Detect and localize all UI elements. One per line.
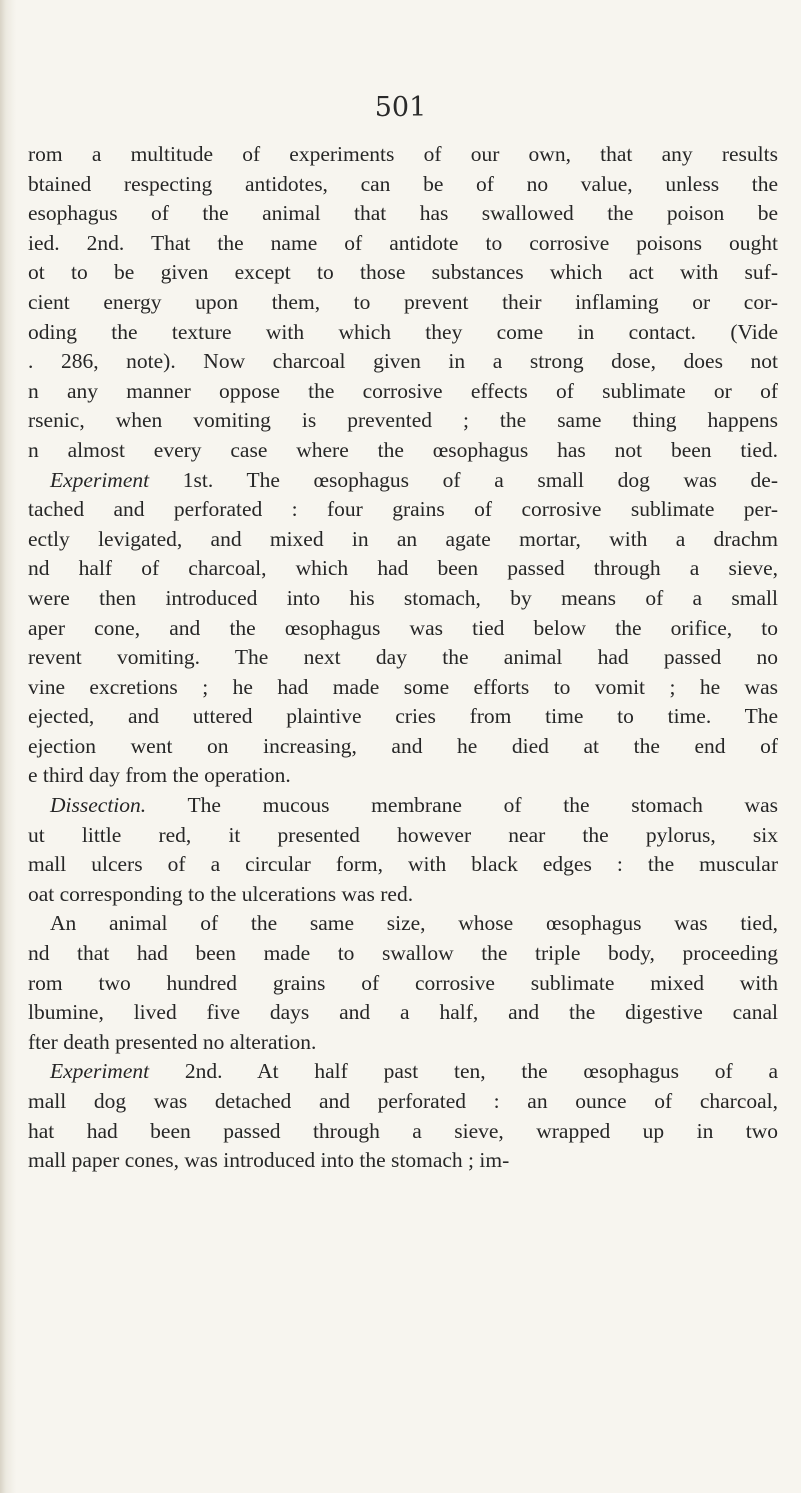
text-line: rsenic, when vomiting is prevented ; the same thing happens — [28, 408, 778, 433]
text-line: vine excretions ; he had made some efforts to vomit ; he was — [28, 674, 778, 699]
text-line: n any manner oppose the corrosive effects of sublimate or of — [28, 378, 778, 403]
text-line: ot to be given except to those substances which act with suf- — [28, 260, 778, 285]
body-text — [28, 140, 778, 1176]
text-line — [28, 1057, 778, 1087]
text-line: mall ulcers of a circular form, with black edges : the muscular — [28, 852, 778, 877]
text-line: lbumine, lived five days and a half, and the digestive canal — [28, 1000, 778, 1025]
text-line: ejected, and uttered plaintive cries from time to time. The — [28, 704, 778, 729]
text-line: oat corresponding to the ulcerations was red. — [28, 881, 414, 906]
text-line: fter death presented no alteration. — [28, 1029, 317, 1054]
line-rest: 1st. The œsophagus of a small dog was de- — [149, 467, 778, 492]
text-line: ectly levigated, and mixed in an agate mortar, with a drachm — [28, 526, 778, 551]
text-line: ejection went on increasing, and he died at the end of — [28, 733, 778, 758]
text-line: cient energy upon them, to prevent their inflaming or cor- — [28, 289, 778, 314]
italic-lead: Experiment — [50, 467, 150, 492]
text-line: aper cone, and the œsophagus was tied below the orifice, to — [28, 615, 778, 640]
italic-lead: Experiment — [50, 1059, 150, 1084]
text-line: ied. 2nd. That the name of antidote to corrosive poisons ought — [28, 230, 778, 255]
text-line: revent vomiting. The next day the animal had passed no — [28, 645, 778, 670]
text-line: mall paper cones, was introduced into the stomach ; im- — [28, 1148, 510, 1173]
text-line: n almost every case where the œsophagus has not been tied. — [28, 437, 778, 462]
text-line: e third day from the operation. — [28, 763, 291, 788]
text-line: tached and perforated : four grains of corrosive sublimate per- — [28, 497, 778, 522]
page-number: 501 — [374, 92, 427, 123]
text-line: An animal of the same size, whose œsophagus was tied, — [50, 911, 778, 936]
text-line: esophagus of the animal that has swallowed the poison be — [28, 201, 778, 226]
text-line: oding the texture with which they come in contact. (Vide — [28, 319, 778, 344]
text-line — [28, 791, 778, 821]
text-line: were then introduced into his stomach, by means of a small — [28, 585, 778, 610]
text-line: nd that had been made to swallow the triple body, proceeding — [28, 941, 778, 966]
text-line: . 286, note). Now charcoal given in a strong dose, does not — [28, 349, 778, 374]
page-binding-edge — [0, 0, 16, 1493]
text-line: ut little red, it presented however near the pylorus, six — [28, 822, 778, 847]
text-line: mall dog was detached and perforated : an ounce of charcoal, — [28, 1089, 778, 1113]
line-rest: The mucous membrane of the stomach was — [146, 793, 778, 818]
italic-lead: Dissection. — [50, 793, 147, 818]
text-line: hat had been passed through a sieve, wrapped up in two — [28, 1118, 778, 1143]
text-line: nd half of charcoal, which had been passed through a sieve, — [28, 556, 778, 581]
text-line: btained respecting antidotes, can be of no value, unless the — [28, 171, 778, 196]
text-line — [28, 466, 778, 496]
line-rest: 2nd. At half past ten, the œsophagus of a — [149, 1059, 778, 1084]
text-line: rom a multitude of experiments of our own, that any results — [28, 142, 778, 166]
text-line: rom two hundred grains of corrosive sublimate mixed with — [28, 970, 778, 995]
